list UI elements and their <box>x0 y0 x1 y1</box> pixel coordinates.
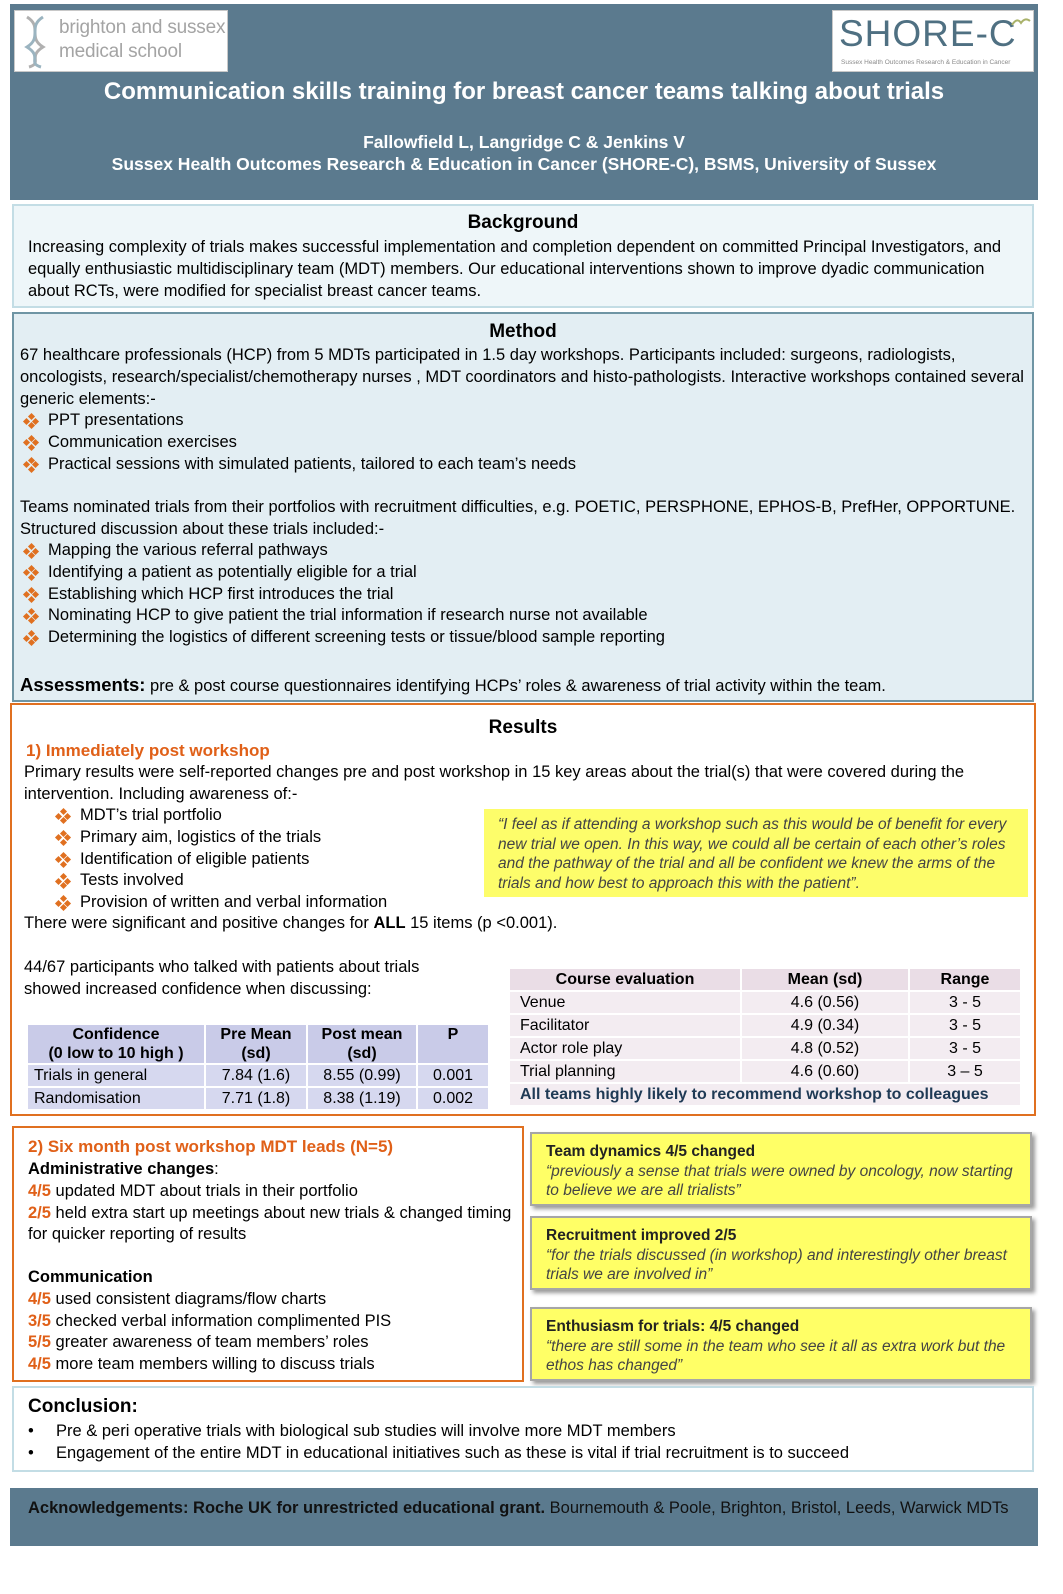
assessments-label: Assessments: <box>20 674 146 695</box>
conclusion-section <box>12 1386 1034 1472</box>
logo-left-line2: medical school <box>59 41 182 62</box>
conclusion-list <box>28 1421 1018 1465</box>
bullet-icon <box>56 831 70 845</box>
course-evaluation-table <box>508 967 1022 1107</box>
list-item: Identifying a patient as potentially eligible for a trial <box>20 562 1020 584</box>
bullet-icon <box>24 436 38 450</box>
assessments <box>20 674 1024 698</box>
poster-title: Communication skills training for breast cancer teams talking about trials <box>103 78 945 105</box>
bullet-icon <box>56 809 70 823</box>
method-section <box>12 312 1034 702</box>
background-section <box>12 204 1034 308</box>
list-item: 4/5 used consistent diagrams/flow charts <box>28 1289 327 1308</box>
bullet-icon <box>56 896 70 910</box>
communication-changes <box>28 1267 518 1376</box>
list-item: 4/5 more team members willing to discuss trials <box>28 1355 375 1374</box>
list-item: 5/5 greater awareness of team members’ roles <box>28 1333 369 1352</box>
logo-left-line1: brighton and sussex <box>59 17 226 38</box>
acknowledgements-text: Acknowledgements: Roche UK for unrestricted educational grant. Bournemouth & Poole, Brighton, Bristol, Leeds, Warwick MDTs <box>28 1499 1009 1517</box>
table-row <box>510 1084 1020 1105</box>
method-teams-text: Teams nominated trials from their portfolios with recruitment difficulties, e.g. POETIC, PERSPHONE, EPHOS-B, PrefHer, OPPORTUNE. Structured discussion about these trials included:- <box>20 498 1016 538</box>
evaluation-footer: All teams highly likely to recommend workshop to colleagues <box>510 1084 1020 1105</box>
table-header: Course evaluation <box>510 969 740 990</box>
table-row: Actor role play 4.8 (0.52) 3 - 5 <box>510 1038 1020 1059</box>
list-item: Tests involved <box>52 870 492 892</box>
confidence-text: 44/67 participants who talked with patients about trials showed increased confidence when discussing: <box>24 958 420 998</box>
bullet-icon <box>24 609 38 623</box>
background-text: Increasing complexity of trials makes successful implementation and completion dependent on committed Principal Investigators, and equally enthusiastic multidisciplinary team (MDT) members. Our educational interventions shown to improve dyadic communication about RCTs, were modified for specialist breast cancer teams. <box>28 238 1002 300</box>
list-item: Primary aim, logistics of the trials <box>52 827 492 849</box>
list-item: • Pre & peri operative trials with biological sub studies will involve more MDT members <box>28 1422 676 1440</box>
authors <box>10 131 1038 175</box>
bullet-icon <box>56 853 70 867</box>
list-item: 2/5 held extra start up meetings about new trials & changed timing for quicker reporting of results <box>28 1203 512 1244</box>
logo-right-sub: Sussex Health Outcomes Research & Education in Cancer <box>841 59 1011 66</box>
quote-box-recruitment: Recruitment improved 2/5 “for the trials discussed (in workshop) and interestingly other breast trials we are involved in” <box>530 1216 1032 1290</box>
affiliation: Sussex Health Outcomes Research & Education in Cancer (SHORE-C), BSMS, University of Sussex <box>111 154 937 174</box>
quote-box-team-dynamics: Team dynamics 4/5 changed “previously a sense that trials were owned by oncology, now starting to believe we are all trialists” <box>530 1132 1032 1206</box>
conclusion-heading: Conclusion: <box>28 1396 138 1417</box>
list-item: Communication exercises <box>20 432 1020 454</box>
significance-text: There were significant and positive changes for ALL 15 items (p <0.001). <box>24 914 558 932</box>
list-item: Practical sessions with simulated patients, tailored to each team’s needs <box>20 454 1020 476</box>
method-intro: 67 healthcare professionals (HCP) from 5 MDTs participated in 1.5 day workshops. Participants included: surgeons, radiologists, oncologists, research/specialist/chemotherapy nurses , MDT coordinators and histo-pathologists. Interactive workshops contained several generic elements:- <box>20 346 1024 408</box>
bullet-icon <box>24 631 38 645</box>
admin-changes: Administrative changes: 4/5 updated MDT about trials in their portfolio 2/5 held extra start up meetings about new trials & changed timing for quicker reporting of results <box>28 1159 518 1246</box>
bullet-icon <box>56 874 70 888</box>
six-month-section <box>12 1126 524 1382</box>
list-item: Mapping the various referral pathways <box>20 540 1020 562</box>
logo-right-main: SHORE-C <box>839 13 1017 54</box>
method-elements-list <box>20 410 1020 475</box>
author-names: Fallowfield L, Langridge C & Jenkins V <box>363 132 685 152</box>
results-section <box>10 703 1036 1116</box>
six-month-heading: 2) Six month post workshop MDT leads (N=5) <box>28 1137 394 1156</box>
background-heading: Background <box>467 212 579 233</box>
table-header: Mean (sd) <box>742 969 908 990</box>
bullet-icon <box>24 414 38 428</box>
bsms-logo <box>14 10 228 72</box>
table-row: Venue 4.6 (0.56) 3 - 5 <box>510 992 1020 1013</box>
quote-box-enthusiasm: Enthusiasm for trials: 4/5 changed “there are still some in the team who see it all as extra work but the ethos has changed” <box>530 1307 1032 1381</box>
method-discussion-list <box>20 540 1020 649</box>
table-header: Confidence (0 low to 10 high ) <box>28 1025 204 1063</box>
list-item: • Engagement of the entire MDT in educational initiatives such as these is vital if trial recruitment is to succeed <box>28 1443 849 1462</box>
table-row: Trials in general 7.84 (1.6) 8.55 (0.99) 0.001 <box>28 1065 488 1086</box>
table-row: Trial planning 4.6 (0.60) 3 – 5 <box>510 1061 1020 1082</box>
table-header: Post mean (sd) <box>308 1025 416 1063</box>
poster-header <box>10 4 1038 200</box>
table-row: Randomisation 7.71 (1.8) 8.38 (1.19) 0.002 <box>28 1088 488 1109</box>
list-item: Determining the logistics of different screening tests or tissue/blood sample reporting <box>20 627 1020 649</box>
admin-label: Administrative changes <box>28 1160 215 1178</box>
communication-label: Communication <box>28 1268 153 1286</box>
method-heading: Method <box>489 321 557 342</box>
bullet-icon <box>24 588 38 602</box>
list-item: PPT presentations <box>20 410 1020 432</box>
list-item: Establishing which HCP first introduces the trial <box>20 584 1020 606</box>
dna-helix-icon <box>21 15 49 69</box>
bird-icon <box>1011 15 1031 31</box>
table-header: Pre Mean (sd) <box>206 1025 306 1063</box>
assessments-text: pre & post course questionnaires identifying HCPs’ roles & awareness of trial activity within the team. <box>145 677 886 695</box>
shore-c-logo <box>832 10 1034 72</box>
results-primary-text: Primary results were self-reported changes pre and post workshop in 15 key areas about the trial(s) that were covered during the intervention. Including awareness of:- <box>24 763 965 803</box>
list-item: Provision of written and verbal information <box>52 892 492 914</box>
results-heading: Results <box>488 717 558 738</box>
results-subheading-1: 1) Immediately post workshop <box>26 741 270 760</box>
bullet-icon <box>24 544 38 558</box>
bullet-icon <box>24 566 38 580</box>
list-item: Identification of eligible patients <box>52 849 492 871</box>
list-item: 3/5 checked verbal information complimented PIS <box>28 1311 392 1330</box>
awareness-list <box>52 805 492 914</box>
confidence-table <box>26 1023 490 1111</box>
bullet-icon <box>24 458 38 472</box>
participant-quote: “I feel as if attending a workshop such as this would be of benefit for every new trial we open. In this way, we could all be certain of each other’s roles and the pathway of the trial and all be confident we knew the arms of the trials and how best to approach this with the patient”. <box>484 809 1028 897</box>
list-item: MDT’s trial portfolio <box>52 805 492 827</box>
acknowledgements-section <box>10 1488 1038 1546</box>
table-header: P <box>418 1025 488 1063</box>
table-row: Facilitator 4.9 (0.34) 3 - 5 <box>510 1015 1020 1036</box>
list-item: Nominating HCP to give patient the trial information if research nurse not available <box>20 605 1020 627</box>
list-item: 4/5 updated MDT about trials in their portfolio <box>28 1181 358 1200</box>
table-header: Range <box>910 969 1020 990</box>
